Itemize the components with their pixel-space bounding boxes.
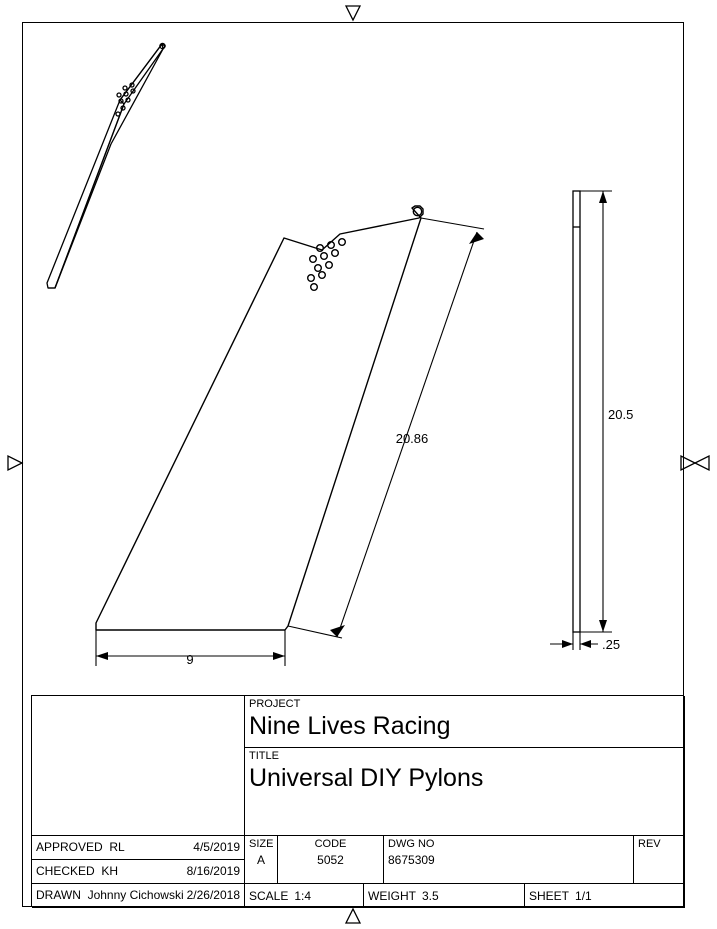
title-block <box>31 695 684 907</box>
checked-by: KH <box>101 864 119 878</box>
size-label: SIZE <box>249 838 274 850</box>
checked-date: 8/16/2019 <box>186 864 240 878</box>
project-value: Nine Lives Racing <box>249 712 451 740</box>
sheet-label: SHEET <box>529 888 570 903</box>
isometric-view <box>47 43 165 288</box>
title-cell <box>245 748 685 836</box>
drawn-label: DRAWN <box>36 888 81 902</box>
code-value: 5052 <box>317 853 344 867</box>
dwg-no-cell <box>384 836 634 884</box>
center-mark-right-icon <box>695 456 709 470</box>
dimension-height-side-text: 20.5 <box>608 407 634 422</box>
code-cell <box>278 836 384 884</box>
dwg-no-value: 8675309 <box>388 853 435 867</box>
front-view <box>96 206 423 630</box>
drawn-date: 2/26/2018 <box>186 888 240 902</box>
dimension-length-diagonal <box>288 218 484 638</box>
size-cell <box>245 836 278 884</box>
code-label: CODE <box>314 838 347 850</box>
weight-value: 3.5 <box>422 888 439 903</box>
sheet-cell <box>525 884 685 908</box>
dimension-thickness <box>550 632 598 650</box>
project-cell <box>245 696 685 748</box>
size-value: A <box>256 853 265 867</box>
approved-by: RL <box>109 840 125 854</box>
title-label: TITLE <box>249 750 279 762</box>
project-label: PROJECT <box>249 698 301 710</box>
approved-label: APPROVED <box>36 840 103 854</box>
title-block-notes-area <box>32 696 245 836</box>
checked-label: CHECKED <box>36 864 95 878</box>
sheet-value: 1/1 <box>575 888 592 903</box>
dimension-length-diagonal-text: 20.86 <box>395 431 429 446</box>
center-mark-left-icon <box>8 456 22 470</box>
rev-label: REV <box>638 838 661 850</box>
side-view <box>573 191 580 632</box>
drawn-by: Johnny Cichowski <box>87 888 184 902</box>
title-value: Universal DIY Pylons <box>249 764 484 792</box>
weight-label: WEIGHT <box>368 888 416 903</box>
center-mark-top-icon <box>346 6 360 20</box>
scale-cell <box>245 884 364 908</box>
scale-label: SCALE <box>249 888 289 903</box>
approved-row <box>32 836 245 860</box>
dimension-base-width-text: 9 <box>186 652 194 667</box>
rev-cell <box>634 836 685 884</box>
dimension-thickness-text: .25 <box>602 637 621 652</box>
approved-date: 4/5/2019 <box>193 840 240 854</box>
dwg-no-label: DWG NO <box>388 838 435 850</box>
checked-row <box>32 860 245 884</box>
scale-value: 1:4 <box>294 888 312 903</box>
weight-cell <box>364 884 525 908</box>
center-mark-bottom-icon <box>346 909 360 923</box>
drawn-row <box>32 884 245 908</box>
